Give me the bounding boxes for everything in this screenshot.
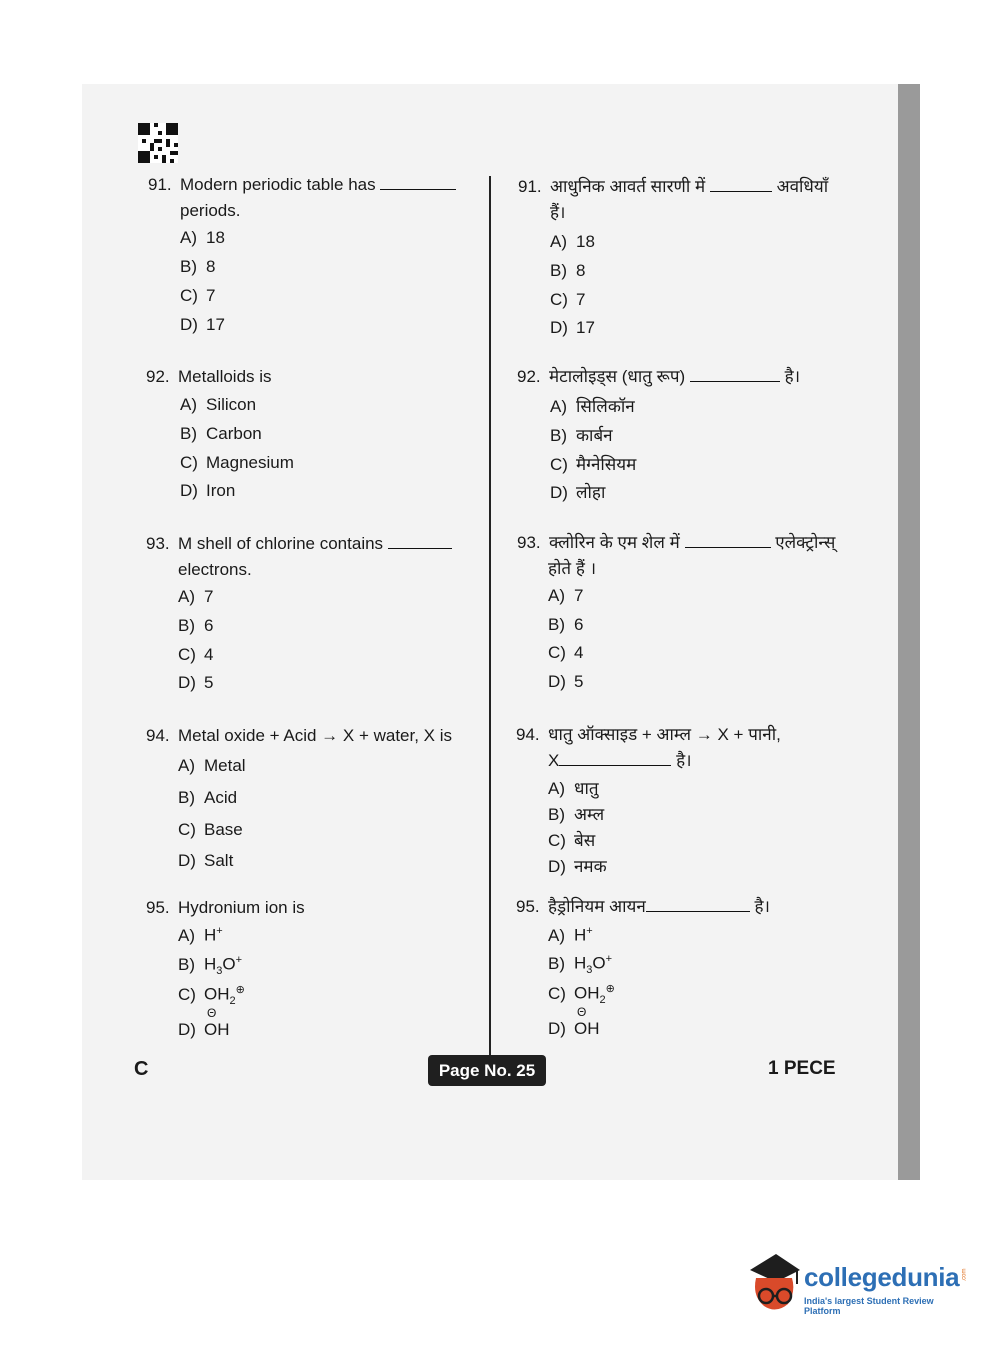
paper-code: 1 PECE (768, 1058, 836, 1079)
option-d: D) 5 (548, 672, 584, 691)
option-a: A) Metal (178, 756, 246, 775)
option-c: C) Magnesium (180, 453, 294, 472)
option-d: D) Θ OH (178, 1006, 230, 1039)
logo-suffix: .com (961, 1268, 968, 1282)
logo-tagline: India's largest Student Review Platform (804, 1296, 934, 1316)
option-b: B) Acid (178, 788, 238, 807)
option-a: A) 18 (550, 232, 595, 251)
question-94-hi: 94. धातु ऑक्साइड + आम्ल → X + पानी, (516, 725, 781, 744)
option-b: B) Carbon (180, 424, 262, 443)
option-c: C) 4 (548, 643, 584, 662)
option-c: C) बेस (548, 831, 596, 850)
question-number: 91. (148, 175, 172, 194)
option-c: C) 7 (550, 290, 586, 309)
option-b: B) $H_3O^+$ (548, 953, 613, 977)
option-b: B) 8 (550, 261, 586, 280)
qr-code-icon (138, 123, 178, 163)
option-d: D) लोहा (550, 483, 606, 502)
question-91-hi-cont: हैं। (550, 203, 566, 222)
question-92-en: 92. Metalloids is (146, 367, 272, 386)
question-text: Modern periodic table has (180, 175, 376, 194)
option-a: A) H+ (178, 925, 223, 945)
question-95-en: 95. Hydronium ion is (146, 898, 305, 917)
option-a: A) Silicon (180, 395, 257, 414)
question-91-en (148, 172, 456, 198)
question-91-hi: 91. आधुनिक आवर्त सारणी में अवधियाँ (518, 177, 829, 196)
column-divider (489, 176, 491, 1058)
option-b: B) अम्ल (548, 805, 605, 824)
question-94-en: 94. Metal oxide + Acid → X + water, X is (146, 726, 453, 745)
option-b: B) 6 (548, 615, 584, 634)
option-d: D) नमक (548, 857, 607, 876)
option-d: D) 17 (180, 315, 225, 334)
option-c: C) मैग्नेसियम (550, 455, 637, 474)
page-number-badge: Page No. 25 (428, 1055, 546, 1086)
option-d: D) Iron (180, 481, 236, 500)
answer-blank (380, 173, 456, 190)
option-d: D) 17 (550, 318, 595, 337)
option-a: A) 7 (548, 586, 584, 605)
question-95-hi: 95. हैड्रोनियम आयन है। (516, 897, 770, 916)
option-d: D) Salt (178, 851, 234, 870)
question-93-en: 93. M shell of chlorine contains (146, 531, 452, 557)
option-a: A) धातु (548, 779, 599, 798)
option-b: B) $H_3O^+$ (178, 954, 243, 978)
option-c: C) 4 (178, 645, 214, 664)
page-edge-shadow (898, 84, 920, 1180)
question-92-hi: 92. मेटालोइड्स (धातु रूप) है। (517, 367, 801, 386)
collegedunia-logo (742, 1248, 972, 1318)
question-93-hi-cont: होते हैं । (548, 559, 597, 578)
option-a: A) 18 (180, 228, 225, 247)
option-b: B) कार्बन (550, 426, 613, 445)
option-b: B) 6 (178, 616, 214, 635)
option-d: D) Θ OH (548, 1005, 600, 1038)
question-91-en-cont: periods. (180, 201, 241, 220)
option-c: C) $OH_2^\oplus$ (548, 983, 615, 1007)
logo-wordmark: collegedunia (804, 1262, 960, 1292)
option-d: D) 5 (178, 673, 214, 692)
option-a: A) H+ (548, 925, 593, 945)
option-a: A) सिलिकॉन (550, 397, 635, 416)
option-b: B) 8 (180, 257, 216, 276)
option-a: A) 7 (178, 587, 214, 606)
question-93-hi: 93. क्लोरिन के एम शेल में एलेक्ट्रोन्स् (517, 533, 836, 552)
option-c: C) Base (178, 820, 243, 839)
option-c: C) 7 (180, 286, 216, 305)
mascot-icon (742, 1248, 802, 1318)
question-94-hi-cont: X है। (548, 751, 692, 770)
option-c: C) $OH_2^\oplus$ (178, 984, 245, 1008)
question-93-en-cont: electrons. (178, 560, 252, 579)
booklet-series: C (134, 1058, 149, 1080)
